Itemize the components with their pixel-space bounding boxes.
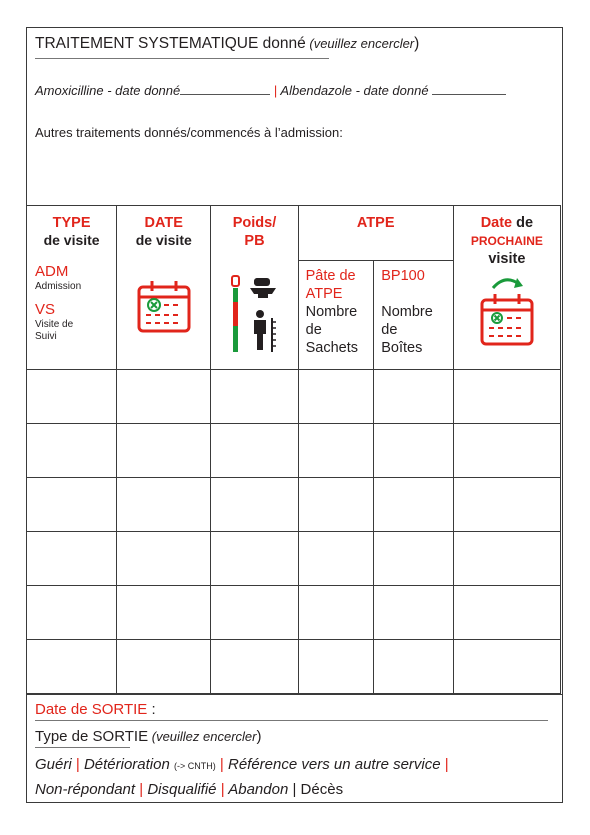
- separator: |: [220, 781, 225, 798]
- option-non-repondant[interactable]: Non-répondant: [35, 781, 136, 798]
- vs-code: VS: [35, 301, 56, 318]
- calendar-check-icon: [134, 275, 194, 335]
- separator: |: [444, 756, 449, 773]
- header-atpe: [298, 206, 453, 261]
- treatment-note: veuillez encercler: [313, 36, 415, 51]
- bp-de: de: [381, 322, 398, 338]
- cell-next-date[interactable]: [453, 370, 560, 424]
- table-row: [27, 532, 561, 586]
- cell-pate[interactable]: [298, 370, 374, 424]
- exit-type-label: Type de SORTIE: [35, 728, 149, 745]
- pate-sachets: Sachets: [305, 340, 359, 356]
- cell-bp100[interactable]: [374, 478, 454, 532]
- atpe-label: ATPE: [356, 215, 395, 231]
- cell-type[interactable]: [27, 586, 117, 640]
- treatment-title: [35, 35, 419, 53]
- exit-date-label: Date de SORTIE: [35, 701, 148, 718]
- cell-pate[interactable]: [298, 424, 374, 478]
- pate-label-1: Pâte de: [305, 268, 356, 284]
- exit-date-field[interactable]: [35, 720, 548, 721]
- cnth-note: (-> CNTH): [174, 761, 216, 771]
- separator: |: [292, 781, 297, 798]
- pate-de: de: [305, 322, 322, 338]
- title-underline: [35, 58, 329, 59]
- cell-bp100[interactable]: [374, 424, 454, 478]
- vs-desc-1: Visite de: [35, 319, 74, 330]
- next-prochaine: PROCHAINE: [470, 234, 543, 248]
- vs-desc-2: Suivi: [35, 331, 57, 342]
- cell-next-date[interactable]: [453, 532, 560, 586]
- amoxicilline-date-field[interactable]: [180, 82, 270, 95]
- pate-atpe-cell: [298, 261, 374, 370]
- bp100-cell: [374, 261, 454, 370]
- cell-pate[interactable]: [298, 478, 374, 532]
- table-row: [27, 370, 561, 424]
- date-label: DATE: [144, 215, 183, 231]
- option-deterioration[interactable]: Détérioration: [83, 756, 170, 773]
- cell-next-date[interactable]: [453, 424, 560, 478]
- cell-poids[interactable]: [211, 370, 298, 424]
- cell-date[interactable]: [117, 424, 211, 478]
- exit-section: [27, 694, 562, 805]
- cell-type[interactable]: [27, 424, 117, 478]
- separator: |: [139, 781, 144, 798]
- pb-label: PB: [244, 233, 265, 249]
- treatment-section: [27, 28, 562, 206]
- table-row: [27, 640, 561, 694]
- option-reference[interactable]: Référence vers un autre service: [228, 756, 441, 773]
- form-card: [26, 27, 563, 803]
- separator: |: [75, 756, 80, 773]
- albendazole-date-field[interactable]: [432, 82, 506, 95]
- poids-label: Poids/: [232, 215, 277, 231]
- next-date-label: Date: [480, 215, 513, 231]
- cell-next-date[interactable]: [453, 586, 560, 640]
- cell-bp100[interactable]: [374, 370, 454, 424]
- visits-table: [26, 205, 561, 694]
- bp100-label: BP100: [381, 268, 425, 284]
- visit-rows: [27, 370, 561, 694]
- header-type: [27, 206, 117, 370]
- cell-poids[interactable]: [211, 532, 298, 586]
- treatment-title-text: TRAITEMENT SYSTEMATIQUE donné: [35, 35, 306, 52]
- option-abandon[interactable]: Abandon: [228, 781, 289, 798]
- type-sub: de visite: [43, 232, 100, 248]
- cell-type[interactable]: [27, 370, 117, 424]
- table-row: [27, 478, 561, 532]
- cell-pate[interactable]: [298, 532, 374, 586]
- exit-options-line-2: [35, 781, 343, 798]
- pate-nombre: Nombre: [305, 304, 358, 320]
- cell-bp100[interactable]: [374, 640, 454, 694]
- option-disqualifie[interactable]: Disqualifié: [147, 781, 217, 798]
- header-next-visit: [453, 206, 560, 370]
- cell-type[interactable]: [27, 478, 117, 532]
- cell-pate[interactable]: [298, 586, 374, 640]
- option-deces[interactable]: Décès: [300, 781, 344, 798]
- header-poids: [211, 206, 298, 370]
- albendazole-label: Albendazole - date donné: [280, 83, 429, 98]
- separator: |: [273, 83, 278, 98]
- calendar-next-icon: [477, 270, 537, 348]
- cell-poids[interactable]: [211, 424, 298, 478]
- exit-date: [35, 701, 156, 718]
- table-row: [27, 424, 561, 478]
- cell-next-date[interactable]: [453, 478, 560, 532]
- cell-date[interactable]: [117, 370, 211, 424]
- cell-pate[interactable]: [298, 640, 374, 694]
- adm-desc: Admission: [35, 281, 82, 292]
- type-label: TYPE: [52, 215, 91, 231]
- exit-type: [35, 728, 262, 745]
- colon: :: [147, 701, 156, 718]
- exit-type-underline: [35, 747, 130, 748]
- bp-boites: Boîtes: [381, 340, 423, 356]
- cell-date[interactable]: [117, 586, 211, 640]
- cell-type[interactable]: [27, 640, 117, 694]
- cell-date[interactable]: [117, 532, 211, 586]
- paren: ): [414, 35, 420, 52]
- antibiotics-line: [35, 82, 506, 98]
- paren: ): [256, 728, 262, 745]
- cell-type[interactable]: [27, 532, 117, 586]
- next-visite: visite: [488, 251, 526, 267]
- paren: (: [148, 729, 157, 744]
- cell-date[interactable]: [117, 640, 211, 694]
- other-treatments-label: Autres traitements donnés/commencés à l’admission:: [35, 125, 343, 140]
- table-row: [27, 586, 561, 640]
- cell-next-date[interactable]: [453, 640, 560, 694]
- cell-bp100[interactable]: [374, 586, 454, 640]
- cell-poids[interactable]: [211, 640, 298, 694]
- date-sub: de visite: [135, 232, 192, 248]
- next-de: de: [512, 215, 534, 231]
- exit-type-note: veuillez encercler: [156, 729, 257, 744]
- exit-options-line-1: [35, 756, 449, 773]
- paren: (: [305, 36, 314, 51]
- option-gueri[interactable]: Guéri: [35, 756, 72, 773]
- weight-height-measure-icon: [226, 272, 282, 358]
- pate-label-2: ATPE: [305, 286, 343, 302]
- adm-code: ADM: [35, 263, 69, 280]
- amoxicilline-label: Amoxicilline - date donné: [35, 83, 181, 98]
- separator: |: [219, 756, 224, 773]
- cell-poids[interactable]: [211, 478, 298, 532]
- header-date: [117, 206, 211, 370]
- cell-bp100[interactable]: [374, 532, 454, 586]
- bp-nombre: Nombre: [381, 304, 433, 320]
- cell-poids[interactable]: [211, 586, 298, 640]
- cell-date[interactable]: [117, 478, 211, 532]
